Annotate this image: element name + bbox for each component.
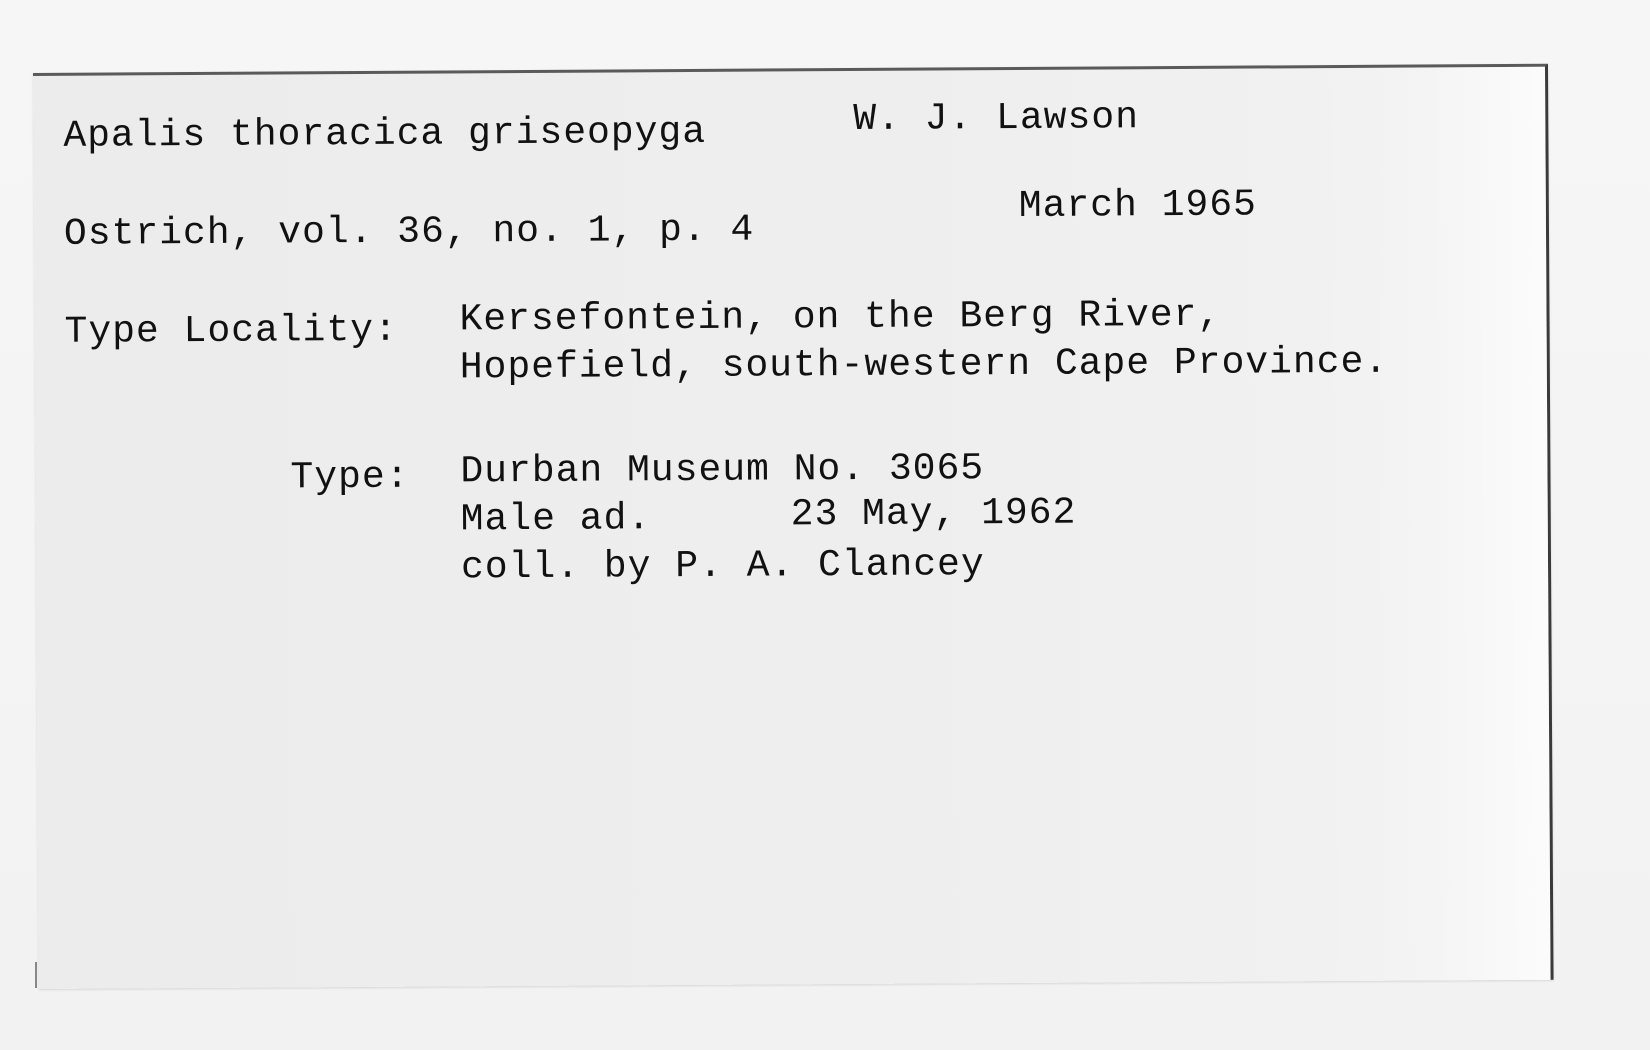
type-locality-line-1: Kersefontein, on the Berg River, — [459, 293, 1222, 342]
author-name: W. J. Lawson — [853, 96, 1140, 141]
type-label: Type: — [290, 455, 410, 500]
type-locality-line-2: Hopefield, south-western Cape Province. — [459, 340, 1389, 390]
citation: Ostrich, vol. 36, no. 1, p. 4 — [63, 208, 755, 256]
publication-date: March 1965 — [1018, 183, 1258, 228]
card-edge-highlight — [1425, 67, 1551, 981]
taxon-name: Apalis thoracica griseopyga — [63, 110, 707, 158]
type-specimen-date: 23 May, 1962 — [790, 491, 1077, 537]
index-card — [33, 64, 1554, 989]
card-left-edge-mark — [35, 962, 37, 988]
type-specimen-collector: coll. by P. A. Clancey — [460, 543, 985, 590]
type-specimen-sex-age: Male ad. — [460, 497, 652, 542]
type-locality-label: Type Locality: — [64, 308, 398, 354]
type-specimen-museum: Durban Museum No. 3065 — [460, 447, 985, 494]
